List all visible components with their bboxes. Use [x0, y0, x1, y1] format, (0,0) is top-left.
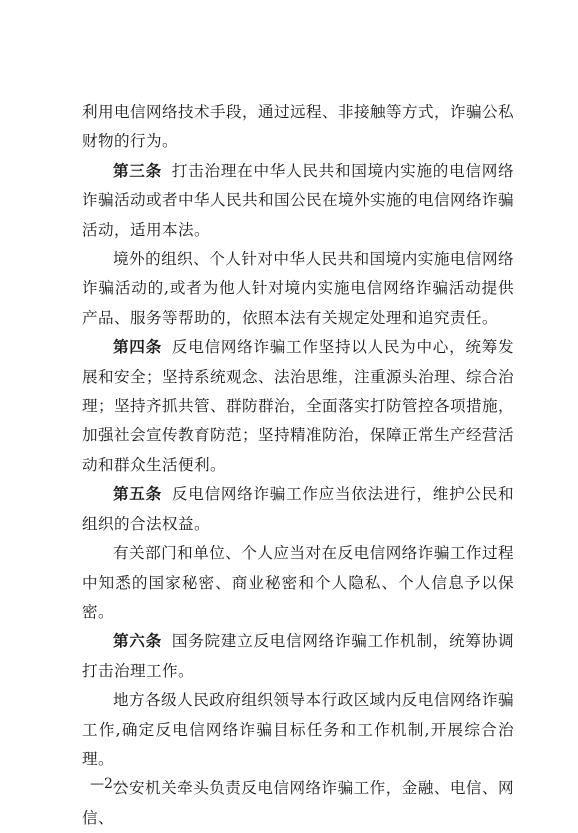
paragraph-article-5: [82, 480, 514, 539]
document-body: [82, 98, 514, 833]
page-number: —2—: [90, 776, 127, 792]
article-3-text: 打击治理在中华人民共和国境内实施的电信网络诈骗活动或者中华人民共和国公民在境外实施的电信网络诈骗活动，适用本法。: [82, 161, 515, 239]
article-6-text: 国务院建立反电信网络诈骗工作机制，统筹协调打击治理工作。: [82, 632, 515, 680]
paragraph-article-3-clause-2: [82, 245, 514, 333]
article-6-heading: 第六条: [113, 632, 162, 651]
paragraph-1: [82, 98, 514, 157]
paragraph-article-5-clause-2: [82, 539, 514, 627]
paragraph-article-6-clause-2: [82, 686, 514, 774]
paragraph-article-6: [82, 627, 514, 686]
article-6-clause-3-text: 公安机关牵头负责反电信网络诈骗工作，金融、电信、网信、: [82, 779, 514, 827]
paragraph-article-4: [82, 333, 514, 480]
article-5-clause-2-text: 有关部门和单位、个人应当对在反电信网络诈骗工作过程中知悉的国家秘密、商业秘密和个人隐私、个人信息予以保密。: [82, 544, 514, 621]
article-5-heading: 第五条: [113, 485, 162, 504]
article-4-text: 反电信网络诈骗工作坚持以人民为中心，统筹发展和安全；坚持系统观念、法治思维，注重源头治理、综合治理；坚持齐抓共管、群防群治，全面落实打防管控各项措施，加强社会宣传教育防范；坚持精准防治，保障正常生产经营活动和群众生活便利。: [82, 338, 515, 474]
article-6-clause-2-text: 地方各级人民政府组织领导本行政区域内反电信网络诈骗工作,确定反电信网络诈骗目标任务和工作机制,开展综合治理。: [82, 691, 514, 768]
paragraph-article-6-clause-3: [82, 774, 514, 833]
paragraph-1-text: 利用电信网络技术手段，通过远程、非接触等方式，诈骗公私财物的行为。: [82, 103, 514, 151]
article-3-clause-2-text: 境外的组织、个人针对中华人民共和国境内实施电信网络诈骗活动的,或者为他人针对境内实施电信网络诈骗活动提供产品、服务等帮助的，依照本法有关规定处理和追究责任。: [82, 250, 514, 327]
article-3-heading: 第三条: [113, 161, 162, 180]
article-4-heading: 第四条: [113, 338, 162, 357]
paragraph-article-3: [82, 157, 514, 245]
article-5-text: 反电信网络诈骗工作应当依法进行，维护公民和组织的合法权益。: [82, 485, 515, 533]
